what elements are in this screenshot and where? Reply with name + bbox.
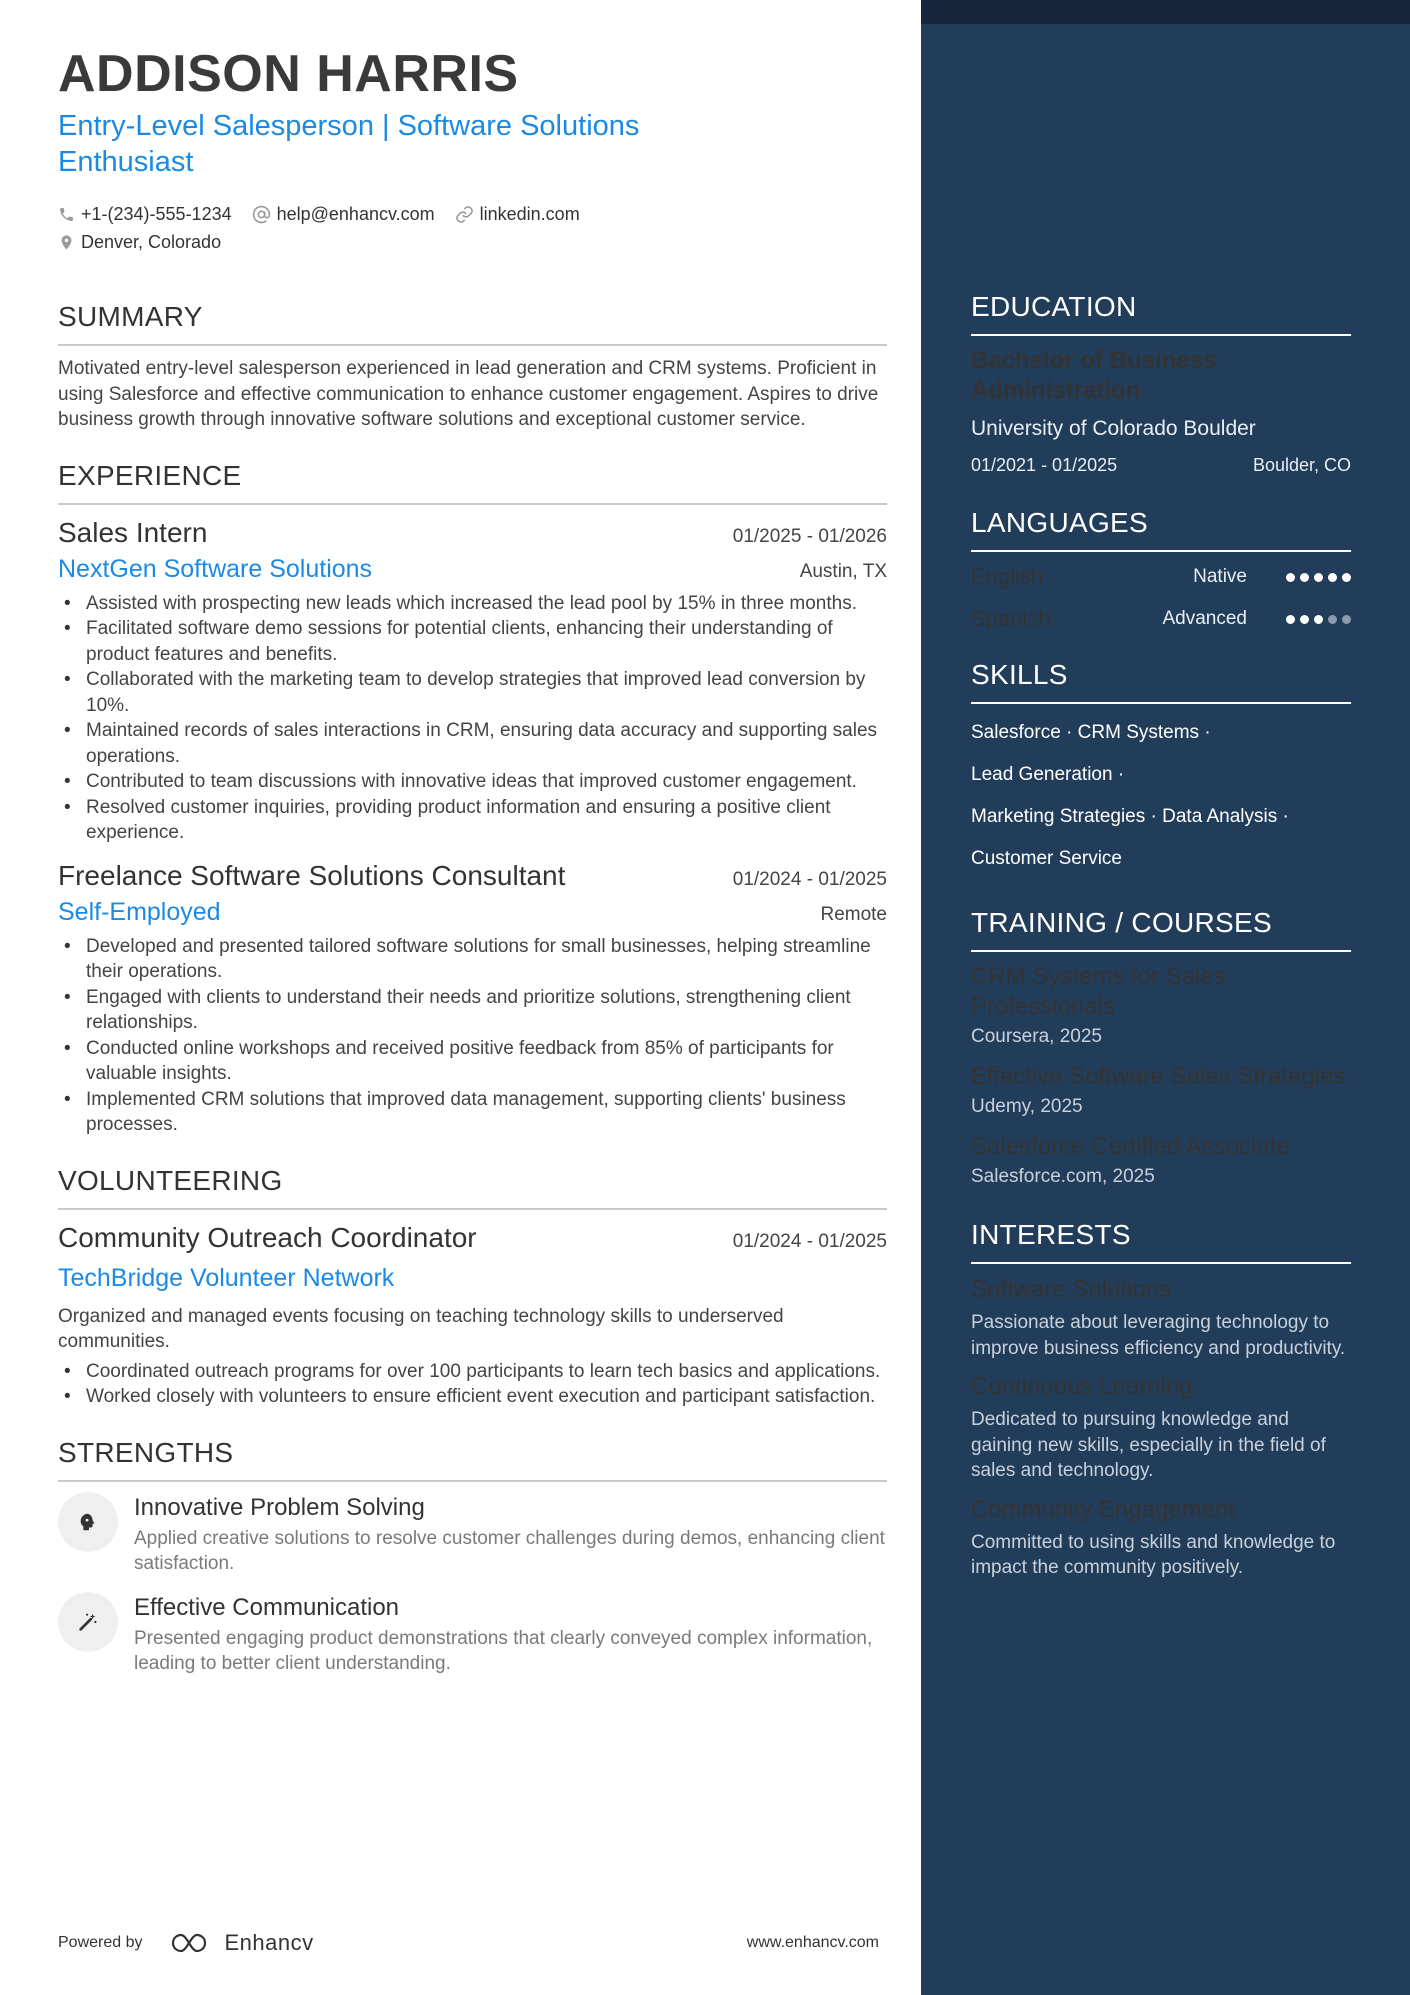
job-title: Sales Intern [58, 516, 208, 548]
bullet-item: • Assisted with prospecting new leads which increased the lead pool by 15% in three months. [58, 591, 887, 617]
interests-section [971, 1218, 1351, 1581]
language-level: Advanced [1162, 608, 1247, 629]
language-name: Spanish [971, 606, 1051, 631]
language-rating [1281, 573, 1351, 582]
contact-email[interactable] [252, 200, 435, 228]
bullet-item: • Engaged with clients to understand their needs and prioritize solutions, strengthening client relationships. [58, 985, 887, 1036]
interest-title: Community Engagement [971, 1495, 1236, 1523]
experience-section [58, 459, 887, 1138]
location-pin-icon [58, 233, 75, 252]
interests-heading: INTERESTS [971, 1218, 1351, 1264]
education-section [971, 290, 1351, 480]
contact-linkedin[interactable] [455, 200, 580, 228]
job-company: Self-Employed [58, 897, 221, 926]
interest-description: Dedicated to pursuing knowledge and gaining new skills, especially in the field of sales and technology. [971, 1409, 1326, 1481]
language-level: Native [1193, 566, 1247, 587]
contact-phone[interactable] [58, 200, 232, 228]
skills-line: Customer Service [971, 848, 1122, 869]
summary-section [58, 300, 887, 433]
job-dates: 01/2025 - 01/2026 [732, 525, 887, 547]
strengths-section [58, 1436, 887, 1676]
rating-dot-filled [1328, 573, 1337, 582]
bullet-item: • Implemented CRM solutions that improved data management, supporting clients' business processes. [58, 1087, 887, 1138]
rating-dot-filled [1314, 615, 1323, 624]
training-heading: TRAINING / COURSES [971, 906, 1351, 952]
job-bullets [58, 934, 887, 1138]
summary-text: Motivated entry-level salesperson experienced in lead generation and CRM systems. Proficient in using Salesforce and effective communication to enhance customer engagement. Aspires to drive business growth through innovative software solutions and exceptional customer service. [58, 358, 879, 430]
interest-description: Committed to using skills and knowledge to impact the community positively. [971, 1531, 1336, 1578]
rating-dot-filled [1286, 573, 1295, 582]
bullet-item: • Resolved customer inquiries, providing product information and ensuring a positive client experience. [58, 795, 887, 846]
interest-item [971, 1494, 1351, 1581]
bullet-item: • Coordinated outreach programs for over 100 participants to learn tech basics and applications. [58, 1359, 887, 1385]
interest-item [971, 1274, 1351, 1361]
course-title: Salesforce Certified Associate [971, 1133, 1290, 1160]
rating-dot-filled [1300, 573, 1309, 582]
skills-line: Salesforce · CRM Systems · [971, 722, 1211, 743]
phone-icon [58, 206, 75, 223]
skills-line: Marketing Strategies · Data Analysis · [971, 806, 1289, 827]
link-icon [455, 205, 474, 224]
enhancv-logo-icon [169, 1931, 217, 1955]
course-provider: Udemy, 2025 [971, 1096, 1083, 1117]
magic-wand-icon [58, 1592, 118, 1652]
course-item [971, 1062, 1351, 1122]
email-text: help@enhancv.com [276, 204, 435, 224]
linkedin-text: linkedin.com [479, 204, 580, 224]
bullet-item: • Facilitated software demo sessions for potential clients, enhancing their understanding of product features and benefits. [58, 616, 887, 667]
bullet-item: • Collaborated with the marketing team to develop strategies that improved lead conversion by 10%. [58, 667, 887, 718]
interest-title: Continuous Learning [971, 1373, 1193, 1400]
sidebar-content [971, 290, 1351, 1581]
language-name: English [971, 564, 1044, 589]
candidate-name: ADDISON HARRIS [58, 45, 519, 103]
rating-dot-filled [1342, 573, 1351, 582]
job-title: Freelance Software Solutions Consultant [58, 859, 566, 891]
footer [58, 1928, 879, 1958]
job-location: Austin, TX [799, 560, 887, 582]
bullet-item: • Developed and presented tailored software solutions for small businesses, helping streamline their operations. [58, 934, 887, 985]
course-title: Effective Software Sales Strategies [971, 1063, 1346, 1090]
rating-dot-filled [1300, 615, 1309, 624]
education-location: Boulder, CO [1252, 455, 1351, 475]
education-school: University of Colorado Boulder [971, 417, 1256, 440]
skills-section [971, 658, 1351, 880]
course-item [971, 1132, 1351, 1192]
powered-by-label: Powered by [58, 1934, 143, 1951]
language-item [971, 560, 1351, 594]
skills-heading: SKILLS [971, 658, 1351, 704]
contact-location [58, 228, 221, 256]
volunteer-bullets [58, 1359, 887, 1410]
rating-dot-empty [1342, 615, 1351, 624]
job-dates: 01/2024 - 01/2025 [732, 868, 887, 890]
course-item [971, 962, 1351, 1052]
main-column [58, 42, 887, 1676]
interest-description: Passionate about leveraging technology to improve business efficiency and productivity. [971, 1312, 1346, 1359]
strengths-heading: STRENGTHS [58, 1436, 887, 1482]
training-section [971, 906, 1351, 1192]
job-bullets [58, 591, 887, 846]
education-dates: 01/2021 - 01/2025 [971, 455, 1118, 475]
education-degree: Bachelor of Business Administration [971, 347, 1217, 404]
strength-description: Presented engaging product demonstrations that clearly conveyed complex information, leading to better client understanding. [134, 1627, 873, 1674]
powered-by[interactable] [58, 1930, 314, 1956]
interest-title: Software Solutions [971, 1276, 1172, 1303]
volunteer-dates: 01/2024 - 01/2025 [732, 1230, 887, 1252]
bullet-item: • Conducted online workshops and received positive feedback from 85% of participants for valuable insights. [58, 1036, 887, 1087]
volunteer-org: TechBridge Volunteer Network [58, 1263, 395, 1292]
at-sign-icon [252, 205, 271, 224]
volunteer-role: Community Outreach Coordinator [58, 1221, 477, 1253]
strength-title: Effective Communication [134, 1593, 400, 1621]
strength-item [58, 1592, 887, 1676]
footer-website[interactable]: www.enhancv.com [746, 1934, 879, 1951]
interest-item [971, 1371, 1351, 1484]
rating-dot-empty [1328, 615, 1337, 624]
strength-description: Applied creative solutions to resolve customer challenges during demos, enhancing client satisfaction. [134, 1527, 885, 1574]
contact-info [58, 200, 887, 256]
skills-line: Lead Generation · [971, 764, 1125, 785]
strength-title: Innovative Problem Solving [134, 1493, 425, 1521]
rating-dot-filled [1314, 573, 1323, 582]
volunteering-section [58, 1164, 887, 1410]
languages-heading: LANGUAGES [971, 506, 1351, 552]
summary-heading: SUMMARY [58, 300, 887, 346]
experience-heading: EXPERIENCE [58, 459, 887, 505]
job-entry [58, 858, 887, 1138]
brain-icon [58, 1492, 118, 1552]
bullet-item: • Contributed to team discussions with innovative ideas that improved customer engagement. [58, 769, 887, 795]
bullet-item: • Maintained records of sales interactions in CRM, ensuring data accuracy and supporting sales operations. [58, 718, 887, 769]
volunteer-description: Organized and managed events focusing on teaching technology skills to underserved communities. [58, 1305, 784, 1352]
sidebar-top-strip [921, 0, 1410, 24]
languages-section [971, 506, 1351, 636]
course-provider: Coursera, 2025 [971, 1026, 1102, 1047]
course-provider: Salesforce.com, 2025 [971, 1166, 1155, 1187]
phone-text: +1-(234)-555-1234 [81, 204, 232, 224]
location-text: Denver, Colorado [81, 232, 222, 252]
language-item [971, 602, 1351, 636]
candidate-headline: Entry-Level Salesperson | Software Solutions Enthusiast [58, 110, 640, 178]
rating-dot-filled [1286, 615, 1295, 624]
strength-item [58, 1492, 887, 1576]
skills-list [971, 712, 1351, 880]
language-rating [1281, 615, 1351, 624]
job-entry [58, 515, 887, 846]
course-title: CRM Systems for Sales Professionals [971, 963, 1226, 1020]
job-location: Remote [820, 903, 887, 925]
brand-name: Enhancv [224, 1930, 314, 1955]
job-company: NextGen Software Solutions [58, 554, 373, 583]
volunteering-heading: VOLUNTEERING [58, 1164, 887, 1210]
bullet-item: • Worked closely with volunteers to ensure efficient event execution and participant satisfaction. [58, 1384, 887, 1410]
volunteer-entry [58, 1220, 887, 1410]
education-heading: EDUCATION [971, 290, 1351, 336]
